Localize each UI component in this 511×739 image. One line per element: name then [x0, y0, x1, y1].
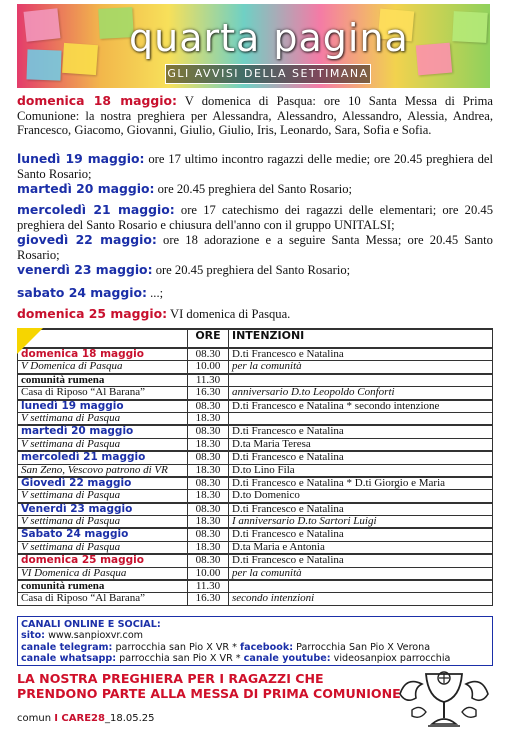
mass-day-subtitle: Casa di Riposo “Al Barana”	[21, 386, 146, 399]
mass-day-subtitle: San Zeno, Vescovo patrono di VR	[21, 463, 168, 476]
table-row	[18, 541, 493, 554]
mass-day-subtitle: V settimana di Pasqua	[21, 437, 121, 450]
mass-day: domenica 25 maggio	[21, 554, 144, 567]
table-header-day	[18, 329, 188, 348]
table-row	[18, 580, 493, 593]
announcement-item	[17, 182, 493, 197]
mass-day: Venerdì 23 maggio	[21, 502, 133, 515]
site-label: sito:	[21, 630, 46, 642]
mass-time: 08.30	[188, 400, 229, 413]
mass-intention	[229, 400, 493, 413]
whatsapp-label: canale whatsapp:	[21, 652, 117, 664]
mass-day: comunità rumena	[21, 373, 105, 386]
table-header-hours: ORE	[188, 329, 229, 348]
telegram-link[interactable]: parrocchia san Pio X VR *	[115, 641, 237, 653]
mass-intention: D.to Lino Fila	[229, 464, 493, 477]
mass-intention: anniversario D.to Leopoldo Conforti	[229, 387, 493, 400]
table-row	[18, 464, 493, 477]
sticky-note-decoration	[26, 49, 61, 80]
facebook-link[interactable]: Parrocchia San Pio X Verona	[296, 641, 431, 653]
announcement-item	[17, 307, 493, 322]
mass-intention: D.to Domenico	[229, 490, 493, 503]
channels-heading: CANALI ONLINE E SOCIAL:	[21, 619, 161, 630]
table-row	[18, 490, 493, 503]
announcement-text: V domenica di Pasqua: ore 10 Santa Messa di Prima Comunione: la nostra preghiera per Alessandra, Alessandro, Alessandro, Alessia, Andrea, Francesco, Giacomo, Giovanni, Giulio, Giulio, Iris, Leonardo, Sara, Sofia e Sofia.	[17, 94, 494, 137]
announcement-item	[17, 233, 493, 262]
mass-time: 11.30	[188, 580, 229, 593]
table-row	[18, 567, 493, 580]
whatsapp-link[interactable]: parrocchia san Pio X VR *	[119, 652, 241, 664]
mass-day-subtitle: V settimana di Pasqua	[21, 540, 121, 553]
issue-info	[17, 713, 155, 724]
mass-time: 18.30	[188, 438, 229, 451]
mass-intentions-table	[17, 328, 493, 606]
announcement-date: domenica 18 maggio:	[17, 93, 177, 108]
table-row	[18, 374, 493, 387]
mass-intention: D.ti Francesco e Natalina	[229, 554, 493, 567]
mass-day-subtitle: V settimana di Pasqua	[21, 489, 121, 502]
table-row	[18, 451, 493, 464]
mass-intention: D.ti Francesco e Natalina * D.ti Giorgio e Maria	[229, 477, 493, 490]
sticky-note-decoration	[452, 11, 488, 43]
mass-intention: D.ti Francesco e Natalina	[229, 503, 493, 516]
mass-intention: D.ti Francesco e Natalina	[229, 528, 493, 541]
mass-time: 10.00	[188, 361, 229, 374]
mass-day: comunità rumena	[21, 580, 105, 593]
mass-day: martedì 20 maggio	[21, 425, 134, 438]
mass-intention: D.ti Francesco e Natalina	[229, 451, 493, 464]
online-channels-box	[17, 616, 493, 666]
announcement-date: lunedì 19 maggio:	[17, 151, 145, 166]
mass-intention: per la comunità	[229, 567, 493, 580]
table-row	[18, 477, 493, 490]
mass-time: 08.30	[188, 425, 229, 438]
table-header-row	[18, 329, 493, 348]
mass-day: mercoledì 21 maggio	[21, 451, 146, 464]
table-row	[18, 593, 493, 605]
table-row	[18, 516, 493, 529]
mass-time: 08.30	[188, 554, 229, 567]
announcement-text: ore 20.45 preghiera del Santo Rosario;	[155, 263, 351, 277]
mass-intention	[229, 580, 493, 593]
mass-day-subtitle: V settimana di Pasqua	[21, 411, 121, 424]
announcement-date: martedì 20 maggio:	[17, 181, 155, 196]
announcement-date: mercoledì 21 maggio:	[17, 202, 175, 217]
facebook-label: facebook:	[239, 641, 294, 653]
announcement-text: ore 20.45 preghiera del Santo Rosario;	[157, 182, 353, 196]
mass-time: 18.30	[188, 516, 229, 529]
issue-brand: I CARE	[54, 713, 92, 724]
table-row	[18, 412, 493, 425]
announcement-date: venerdì 23 maggio:	[17, 262, 153, 277]
table-row	[18, 387, 493, 400]
sticky-note-decoration	[62, 43, 98, 75]
mass-time: 16.30	[188, 387, 229, 400]
youtube-link[interactable]: videosanpiox parrocchia	[333, 652, 451, 664]
mass-day-subtitle: Casa di Riposo “Al Barana”	[21, 592, 146, 605]
table-row	[18, 438, 493, 451]
mass-day-subtitle: V settimana di Pasqua	[21, 515, 121, 528]
mass-intention-text: D.ti Francesco e Natalina * secondo intenzione	[232, 399, 440, 412]
mass-time: 08.30	[188, 451, 229, 464]
announcement-text: VI domenica di Pasqua.	[170, 307, 291, 321]
issue-number: 28	[91, 713, 105, 724]
prayer-message	[17, 671, 401, 701]
announcement-text: ore 17 ultimo incontro ragazzi delle medie; ore 20.45 preghiera del Santo Rosario;	[17, 152, 493, 181]
mass-day: Giovedì 22 maggio	[21, 476, 132, 489]
mass-time: 08.30	[188, 348, 229, 361]
announcement-text: ore 18 adorazione e a seguire Santa Messa; ore 20.45 Santo Rosario;	[17, 233, 493, 262]
table-row	[18, 361, 493, 374]
yellow-corner-decoration	[17, 328, 43, 354]
banner-title: quarta pagina	[129, 16, 409, 60]
prayer-message-line1: LA NOSTRA PREGHIERA PER I RAGAZZI CHE	[17, 671, 324, 686]
announcement-text: ...;	[150, 286, 164, 300]
table-header-intentions: INTENZIONI	[229, 329, 493, 348]
mass-intention: D.ta Maria Teresa	[229, 438, 493, 451]
youtube-label: canale youtube:	[243, 652, 331, 664]
mass-day: domenica 18 maggio	[21, 348, 144, 360]
mass-time: 18.30	[188, 490, 229, 503]
announcement-text: ore 17 catechismo dei ragazzi delle elementari; ore 20.45 preghiera del Santo Rosario e chiusura dell'anno con il gruppo UNITALSI;	[17, 203, 493, 232]
announcement-item	[17, 203, 493, 232]
table-row	[18, 348, 493, 361]
first-communion-chalice-icon	[392, 664, 496, 734]
table-row	[18, 425, 493, 438]
mass-intention: secondo intenzioni	[229, 593, 493, 605]
mass-day: lunedì 19 maggio	[21, 399, 124, 412]
mass-intention: I anniversario D.to Sartori Luigi	[229, 516, 493, 529]
issue-date: _18.05.25	[104, 713, 155, 724]
sticky-note-decoration	[416, 43, 452, 76]
announcement-item	[17, 263, 493, 278]
mass-time: 11.30	[188, 374, 229, 387]
mass-time: 18.30	[188, 541, 229, 554]
table-row	[18, 528, 493, 541]
table-row	[18, 400, 493, 413]
telegram-label: canale telegram:	[21, 641, 113, 653]
announcement-item	[17, 152, 493, 181]
mass-time: 08.30	[188, 477, 229, 490]
announcement-item	[17, 94, 493, 138]
mass-intention: D.ta Maria e Antonia	[229, 541, 493, 554]
mass-intention: per la comunità	[229, 361, 493, 374]
mass-intention: D.ti Francesco e Natalina	[229, 425, 493, 438]
prayer-message-line2: PRENDONO PARTE ALLA MESSA DI PRIMA COMUNIONE	[17, 686, 401, 701]
banner-subtitle: GLI AVVISI DELLA SETTIMANA	[165, 64, 371, 84]
mass-day-subtitle: VI Domenica di Pasqua	[21, 566, 127, 579]
header-banner	[17, 4, 490, 88]
mass-time: 16.30	[188, 593, 229, 605]
table-row	[18, 503, 493, 516]
table-row	[18, 554, 493, 567]
mass-intention: D.ti Francesco e Natalina	[229, 348, 493, 361]
issue-prefix: comun	[17, 713, 52, 724]
site-link[interactable]: www.sanpioxvr.com	[48, 630, 144, 642]
mass-time: 08.30	[188, 528, 229, 541]
mass-intention	[229, 412, 493, 425]
sticky-note-decoration	[24, 8, 61, 41]
mass-day-subtitle: V Domenica di Pasqua	[21, 360, 123, 373]
mass-time: 08.30	[188, 503, 229, 516]
announcement-date: domenica 25 maggio:	[17, 306, 168, 321]
announcement-item	[17, 286, 493, 301]
mass-time: 18.30	[188, 464, 229, 477]
mass-time: 10.00	[188, 567, 229, 580]
announcement-date: sabato 24 maggio:	[17, 285, 147, 300]
announcement-date: giovedì 22 maggio:	[17, 232, 157, 247]
mass-time: 18.30	[188, 412, 229, 425]
mass-day: Sabato 24 maggio	[21, 528, 129, 541]
mass-intention	[229, 374, 493, 387]
